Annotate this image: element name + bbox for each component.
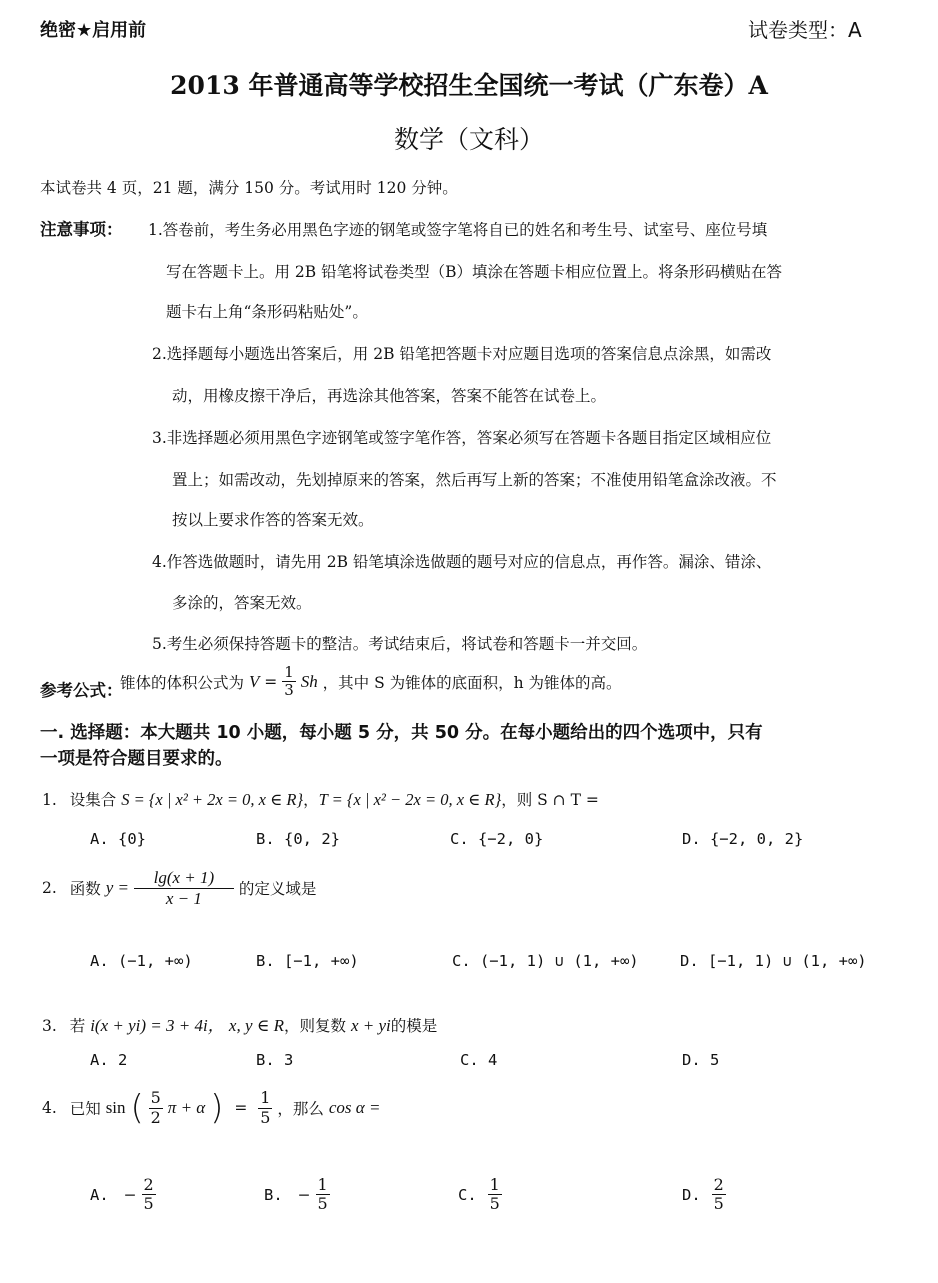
question-text: 若: [69, 1017, 86, 1035]
function-fraction: [134, 868, 234, 908]
angle-fraction: [149, 1089, 163, 1127]
option-label: B.: [264, 1185, 283, 1204]
option-b[interactable]: B. 3: [256, 1051, 294, 1069]
exam-intro: 本试卷共 4 页，21 题，满分 150 分。考试用时 120 分钟。: [40, 179, 458, 197]
set-t: T = {x | x² − 2x = 0, x ∈ R}: [318, 790, 502, 809]
fraction-denominator: 5: [143, 1194, 154, 1214]
exam-subtitle: 数学（文科）: [393, 125, 544, 154]
option-b[interactable]: B. [−1, +∞): [256, 952, 359, 970]
note-line: 4.作答选做题时，请先用 2B 铅笔填涂选做题的题号对应的信息点，再作答。漏涂、错涂、: [152, 553, 772, 571]
fraction-numerator: 1: [260, 1088, 271, 1108]
option-sign: −: [123, 1185, 137, 1204]
paper-type-label: 试卷类型：A: [748, 18, 862, 42]
function-lhs: y =: [105, 878, 129, 898]
option-fraction: [142, 1176, 156, 1214]
question-text: 设集合: [69, 791, 117, 809]
exam-title: 2013 年普通高等学校招生全国统一考试（广东卷）A: [170, 71, 768, 100]
question-number: 4.: [42, 1099, 57, 1117]
formula-suffix: ，其中 S 为锥体的底面积，h 为锥体的高。: [322, 673, 622, 692]
question-tail: 的模是: [390, 1017, 438, 1035]
value-fraction: [258, 1089, 272, 1127]
sin-function: sin: [105, 1098, 126, 1117]
option-d[interactable]: D. {−2, 0, 2}: [682, 830, 804, 848]
option-d[interactable]: [682, 1176, 726, 1214]
question-number: 2.: [42, 879, 57, 898]
fraction-numerator: 2: [143, 1175, 154, 1194]
formula-lhs: V: [248, 671, 260, 691]
fraction-numerator: 1: [489, 1175, 500, 1194]
option-fraction: [712, 1176, 726, 1214]
angle-term: π + α: [167, 1098, 206, 1117]
note-line: 2.选择题每小题选出答案后，用 2B 铅笔把答题卡对应题目选项的答案信息点涂黑，如需改: [152, 345, 772, 363]
formula-line: [120, 664, 622, 700]
note-line: 动，用橡皮擦干净后，再选涂其他答案，答案不能答在试卷上。: [172, 387, 607, 405]
note-line: 按以上要求作答的答案无效。: [172, 511, 374, 529]
equals-sign: =: [234, 1099, 248, 1117]
formula-prefix: 锥体的体积公式为: [120, 673, 245, 692]
question-text: 已知: [69, 1100, 101, 1118]
option-c[interactable]: [458, 1176, 502, 1214]
left-paren: (: [130, 1088, 144, 1128]
fraction-denominator: 3: [284, 681, 294, 700]
note-line: 3.非选择题必须用黑色字迹钢笔或签字笔作答，答案必须写在答题卡各题目指定区域相应位: [152, 429, 772, 447]
formula-label: 参考公式：: [40, 681, 123, 700]
separator: ，: [303, 791, 319, 809]
question-number: 1.: [42, 791, 57, 809]
formula-fraction: [282, 664, 296, 700]
option-fraction: [316, 1176, 330, 1214]
cos-expression: cos α =: [328, 1098, 381, 1117]
option-label: C.: [458, 1185, 477, 1204]
option-c[interactable]: C. 4: [460, 1051, 498, 1069]
option-c[interactable]: C. {−2, 0}: [450, 830, 544, 848]
set-s: S = {x | x² + 2x = 0, x ∈ R}: [121, 790, 304, 809]
question-tail: 的定义域是: [238, 880, 317, 899]
fraction-denominator: 5: [713, 1194, 724, 1214]
option-a[interactable]: A. {0}: [90, 830, 146, 848]
note-line: 写在答题卡上。用 2B 铅笔将试卷类型（B）填涂在答题卡相应位置上。将条形码横贴在答: [166, 263, 782, 281]
fraction-denominator: 5: [260, 1107, 271, 1127]
fraction-denominator: 2: [150, 1107, 161, 1127]
question-1: [42, 788, 599, 810]
equation: i(x + yi) = 3 + 4i， x, y ∈ R: [90, 1016, 284, 1035]
question-tail: ，则 S ∩ T =: [501, 791, 599, 809]
option-a[interactable]: A. 2: [90, 1051, 128, 1069]
option-d[interactable]: D. [−1, 1) ∪ (1, +∞): [680, 952, 867, 970]
note-line: 1.答卷前，考生务必用黑色字迹的钢笔或签字笔将自已的姓名和考生号、试室号、座位号填: [148, 221, 768, 239]
option-fraction: [488, 1176, 502, 1214]
fraction-numerator: 5: [150, 1088, 161, 1108]
question-4: [42, 1088, 380, 1128]
option-a[interactable]: [90, 1176, 156, 1214]
fraction-numerator: 1: [317, 1175, 328, 1194]
note-line: 置上；如需改动，先划掉原来的答案，然后再写上新的答案；不准使用铅笔盒涂改液。不: [172, 471, 777, 489]
fraction-numerator: 2: [713, 1175, 724, 1194]
section-heading-cont: 一项是符合题目要求的。: [40, 749, 233, 769]
option-b[interactable]: B. {0, 2}: [256, 830, 340, 848]
question-number: 3.: [42, 1017, 57, 1035]
option-c[interactable]: C. (−1, 1) ∪ (1, +∞): [452, 952, 639, 970]
question-2: [42, 868, 316, 908]
option-label: D.: [682, 1185, 701, 1204]
formula-rhs: Sh: [300, 671, 318, 691]
section-heading: 一. 选择题：本大题共 10 小题，每小题 5 分，共 50 分。在每小题给出的四个选项中，只有: [40, 723, 763, 743]
complex-number: x + yi: [350, 1016, 391, 1035]
fraction-numerator: lg(x + 1): [134, 868, 234, 889]
question-mid: ，则复数: [284, 1017, 347, 1035]
option-label: A.: [90, 1185, 109, 1204]
question-3: [42, 1011, 437, 1036]
option-d[interactable]: D. 5: [682, 1051, 720, 1069]
fraction-numerator: 1: [284, 663, 294, 681]
question-mid: ，那么: [277, 1100, 324, 1118]
question-text: 函数: [69, 880, 101, 899]
fraction-denominator: x − 1: [165, 888, 202, 908]
note-line: 多涂的，答案无效。: [172, 594, 312, 612]
note-line: 题卡右上角“条形码粘贴处”。: [166, 303, 368, 321]
right-paren: ): [210, 1088, 224, 1128]
fraction-denominator: 5: [317, 1194, 328, 1214]
notes-label: 注意事项：: [40, 220, 123, 239]
formula-eq: =: [264, 672, 278, 691]
fraction-denominator: 5: [489, 1194, 500, 1214]
option-b[interactable]: [264, 1176, 330, 1214]
option-sign: −: [297, 1185, 311, 1204]
option-a[interactable]: A. (−1, +∞): [90, 952, 193, 970]
confidential-label: 绝密★启用前: [40, 20, 147, 41]
note-line: 5.考生必须保持答题卡的整洁。考试结束后，将试卷和答题卡一并交回。: [152, 635, 648, 653]
